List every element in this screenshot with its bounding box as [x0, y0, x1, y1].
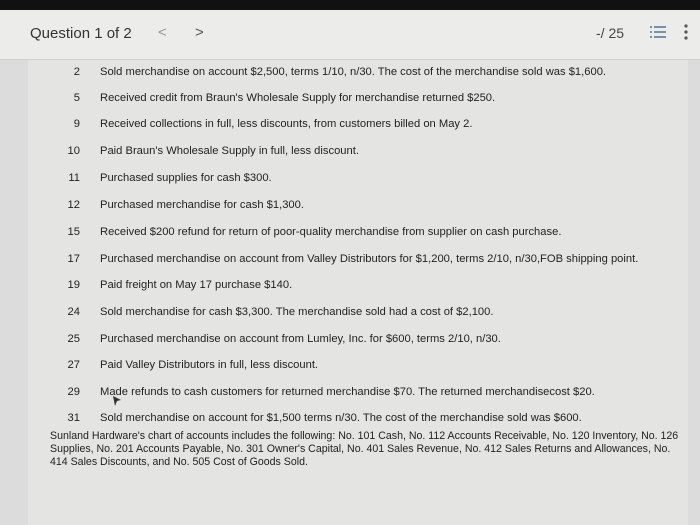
question-counter: Question 1 of 2	[30, 25, 132, 42]
transaction-text: Purchased merchandise on account from Valley Distributors for $1,200, terms 2/10, n/30,FOB shipping point.	[100, 253, 639, 265]
transaction-text: Made refunds to cash customers for returned merchandise $70. The returned merchandisecost $20.	[100, 386, 595, 398]
transaction-row	[28, 220, 688, 246]
cursor-icon	[113, 396, 121, 406]
score-display: -/ 25	[596, 25, 625, 41]
transaction-text: Paid freight on May 17 purchase $140.	[100, 279, 293, 291]
transaction-day: 5	[73, 92, 80, 104]
transaction-row	[28, 86, 688, 112]
transaction-text: Purchased merchandise for cash $1,300.	[100, 199, 304, 211]
transaction-day: 2	[73, 66, 80, 78]
transaction-row	[28, 380, 688, 406]
previous-question-button[interactable]: <	[158, 24, 167, 41]
transaction-text: Received credit from Braun's Wholesale Supply for merchandise returned $250.	[100, 92, 496, 104]
transaction-text: Sold merchandise for cash $3,300. The merchandise sold had a cost of $2,100.	[100, 306, 494, 318]
transaction-day: 12	[67, 199, 80, 211]
more-vertical-icon[interactable]	[683, 23, 689, 41]
question-content	[28, 60, 688, 525]
transaction-text: Paid Valley Distributors in full, less discount.	[100, 359, 319, 371]
transaction-day: 25	[67, 333, 80, 345]
transaction-day: 31	[67, 412, 80, 424]
list-icon[interactable]	[650, 25, 666, 39]
transaction-row	[28, 193, 688, 219]
next-question-button[interactable]: >	[195, 24, 204, 41]
transaction-text: Purchased supplies for cash $300.	[100, 172, 272, 184]
transaction-text: Received $200 refund for return of poor-quality merchandise from supplier on cash purchase.	[100, 226, 562, 238]
transaction-row	[28, 139, 688, 165]
transaction-text: Sold merchandise on account $2,500, terms 1/10, n/30. The cost of the merchandise sold was $1,600.	[100, 66, 607, 78]
top-edge-bar	[0, 0, 700, 10]
transaction-day: 15	[67, 226, 80, 238]
transaction-row	[28, 406, 688, 432]
transaction-row	[28, 247, 688, 273]
transaction-text: Sold merchandise on account for $1,500 terms n/30. The cost of the merchandise sold was $600.	[100, 412, 582, 424]
transaction-row	[28, 112, 688, 138]
transaction-row	[28, 166, 688, 192]
transaction-day: 9	[73, 118, 80, 130]
question-header	[0, 10, 700, 60]
transaction-text: Paid Braun's Wholesale Supply in full, less discount.	[100, 145, 359, 157]
chart-of-accounts-note: Sunland Hardware's chart of accounts includes the following: No. 101 Cash, No. 112 Accounts Receivable, No. 120 Inventory, No. 126 Supplies, No. 201 Accounts Payable, No. 301 Owner's Capital, No. 401 Sales Revenue, No. 412 Sales Returns and Allowances, No. 414 Sales Discounts, and No. 505 Cost of Goods Sold.	[50, 430, 679, 468]
transaction-day: 17	[67, 253, 80, 265]
transaction-day: 24	[67, 306, 80, 318]
transaction-day: 29	[67, 386, 80, 398]
transaction-row	[28, 60, 688, 86]
transaction-row	[28, 327, 688, 353]
transaction-day: 27	[67, 359, 80, 371]
transaction-row	[28, 353, 688, 379]
transaction-row	[28, 273, 688, 299]
transaction-day: 10	[67, 145, 80, 157]
transaction-day: 19	[67, 279, 80, 291]
transaction-text: Received collections in full, less discounts, from customers billed on May 2.	[100, 118, 473, 130]
transaction-day: 11	[68, 172, 80, 184]
transaction-text: Purchased merchandise on account from Lumley, Inc. for $600, terms 2/10, n/30.	[100, 333, 501, 345]
transaction-row	[28, 300, 688, 326]
